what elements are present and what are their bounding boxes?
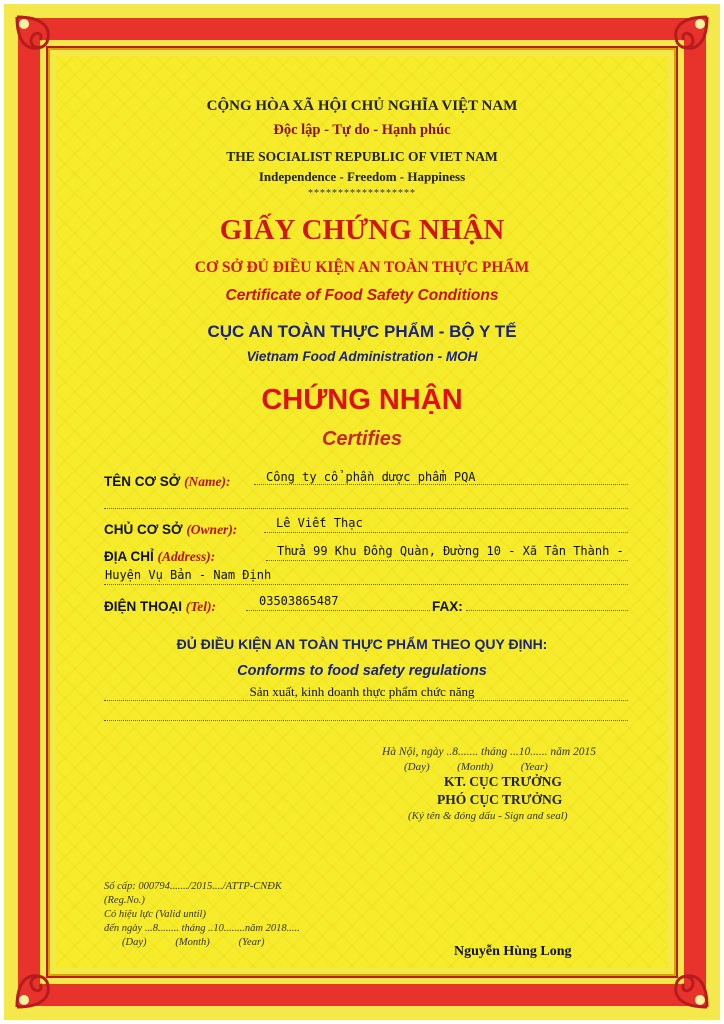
name-value: Công ty cổ phần dược phẩm PQA: [266, 470, 476, 484]
tel-label: ĐIỆN THOẠI (Tel):: [104, 599, 217, 614]
tel-value: 03503865487: [259, 594, 339, 608]
certifies-heading-vi: CHỨNG NHẬN: [261, 384, 463, 416]
issue-date-legend: (Day) (Month) (Year): [404, 761, 548, 773]
conformity-heading-en: Conforms to food safety regulations: [237, 663, 487, 679]
certificate-subtitle-en: Certificate of Food Safety Conditions: [225, 287, 499, 304]
owner-label: CHỦ CƠ SỞ (Owner):: [104, 522, 238, 537]
valid-until-label: Có hiệu lực (Valid until): [104, 909, 206, 920]
business-scope: Sản xuất, kinh doanh thực phẩm chức năng: [249, 684, 475, 699]
registration-label-en: (Reg.No.): [104, 895, 145, 906]
address-line-1: Thửa 99 Khu Đồng Quàn, Đường 10 - Xã Tân Thành -: [277, 544, 624, 558]
valid-until-legend: (Day) (Month) (Year): [122, 937, 265, 948]
sign-seal-note: (Ký tên & đóng dấu - Sign and seal): [408, 810, 568, 822]
country-name-en: THE SOCIALIST REPUBLIC OF VIET NAM: [226, 149, 498, 164]
address-label: ĐỊA CHỈ (Address):: [104, 549, 216, 564]
fax-label: FAX:: [432, 599, 463, 614]
registration-number: Số cấp: 000794......./2015..../ATTP-CNĐK: [104, 881, 282, 892]
name-label: TÊN CƠ SỞ (Name):: [104, 474, 231, 489]
signatory-title-2: PHÓ CỤC TRƯỞNG: [437, 792, 563, 807]
issuing-agency-vi: CỤC AN TOÀN THỰC PHẨM - BỘ Y TẾ: [207, 322, 517, 341]
issuing-agency-en: Vietnam Food Administration - MOH: [246, 349, 478, 364]
certificate-title: GIẤY CHỨNG NHẬN: [219, 214, 505, 246]
motto-en: Independence - Freedom - Happiness: [258, 169, 466, 184]
certificate-sheet: [4, 4, 720, 1020]
conformity-heading-vi: ĐỦ ĐIỀU KIỆN AN TOÀN THỰC PHẨM THEO QUY ĐỊNH:: [176, 636, 548, 652]
motto-vi: Độc lập - Tự do - Hạnh phúc: [273, 122, 451, 138]
issue-date: Hà Nội, ngày ..8....... tháng ...10...... năm 2015: [382, 746, 597, 758]
star-divider: ******************: [308, 188, 416, 199]
owner-value: Lê Viết Thạc: [276, 516, 363, 530]
valid-until-date: đến ngày ...8........ tháng ..10........năm 2018.....: [104, 923, 300, 934]
country-name-vi: CỘNG HÒA XÃ HỘI CHỦ NGHĨA VIỆT NAM: [206, 98, 518, 114]
address-line-2: Huyện Vụ Bản - Nam Định: [105, 568, 272, 582]
signer-name: Nguyễn Hùng Long: [454, 944, 572, 959]
certificate-subtitle-vi: CƠ SỞ ĐỦ ĐIỀU KIỆN AN TOÀN THỰC PHẨM: [194, 259, 530, 276]
signatory-title-1: KT. CỤC TRƯỞNG: [444, 774, 562, 789]
certifies-heading-en: Certifies: [321, 428, 403, 450]
